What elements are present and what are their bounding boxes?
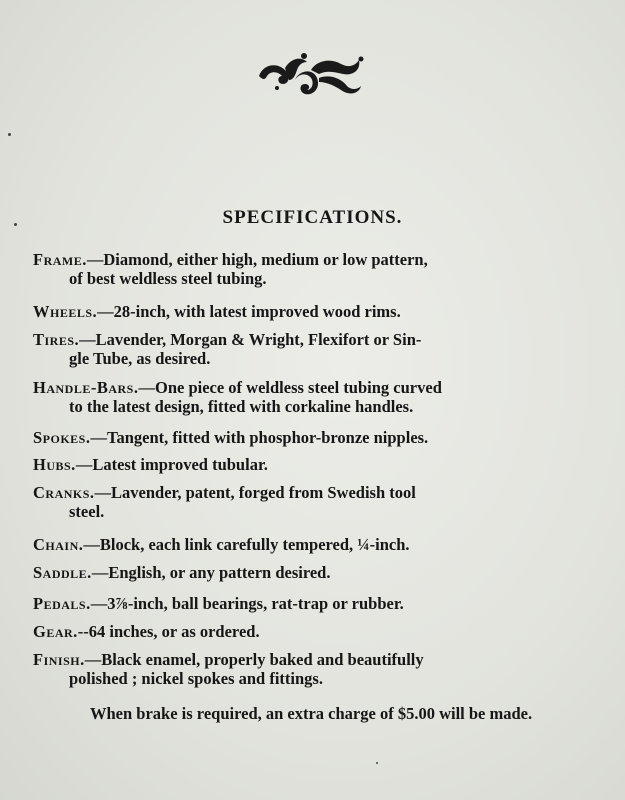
spec-term: Saddle. <box>33 563 92 582</box>
spec-description: —Latest improved tubular. <box>75 455 268 474</box>
spec-description: --64 inches, or as ordered. <box>77 622 260 641</box>
brake-note: When brake is required, an extra charge of $5.00 will be made. <box>90 704 533 723</box>
floral-ornament-icon <box>255 50 367 98</box>
page-title: SPECIFICATIONS. <box>222 207 403 228</box>
spec-continuation: steel. <box>69 502 105 521</box>
spec-term: Cranks. <box>33 483 95 502</box>
page-speck <box>376 762 378 764</box>
spec-entry <box>33 378 608 416</box>
spec-description: —English, or any pattern desired. <box>91 563 331 582</box>
spec-term: Pedals. <box>33 594 91 613</box>
spec-description: —Tangent, fitted with phosphor-bronze nipples. <box>90 428 429 447</box>
spec-entry <box>33 622 608 641</box>
spec-description: —Lavender, patent, forged from Swedish tool <box>94 483 416 502</box>
spec-continuation: polished ; nickel spokes and fittings. <box>69 669 323 688</box>
spec-entry <box>33 594 608 613</box>
page-speck <box>8 133 11 136</box>
spec-entry <box>33 650 608 688</box>
spec-entry <box>33 302 608 321</box>
spec-description: —Block, each link carefully tempered, ¼-inch. <box>83 535 410 554</box>
spec-term: Hubs. <box>33 455 76 474</box>
spec-description: —3⅞-inch, ball bearings, rat-trap or rubber. <box>90 594 404 613</box>
spec-continuation: gle Tube, as desired. <box>69 349 211 368</box>
spec-description: —One piece of weldless steel tubing curved <box>138 378 442 397</box>
spec-entry <box>33 535 608 554</box>
spec-term: Spokes. <box>33 428 91 447</box>
spec-entry <box>33 250 608 288</box>
spec-term: Chain. <box>33 535 84 554</box>
spec-description: —28-inch, with latest improved wood rims. <box>97 302 401 321</box>
spec-term: Frame. <box>33 250 87 269</box>
spec-description: —Black enamel, properly baked and beautifully <box>84 650 424 669</box>
spec-entry <box>33 428 608 447</box>
spec-description: —Lavender, Morgan & Wright, Flexifort or Sin- <box>79 330 422 349</box>
spec-term: Handle-Bars. <box>33 378 139 397</box>
spec-term: Gear. <box>33 622 78 641</box>
spec-term: Finish. <box>33 650 85 669</box>
spec-description: —Diamond, either high, medium or low pattern, <box>86 250 428 269</box>
spec-entry <box>33 455 608 474</box>
spec-term: Tires. <box>33 330 80 349</box>
spec-continuation: of best weldless steel tubing. <box>69 269 267 288</box>
spec-entry <box>33 483 608 521</box>
spec-term: Wheels. <box>33 302 98 321</box>
spec-continuation: to the latest design, fitted with corkaline handles. <box>69 397 414 416</box>
spec-entry <box>33 563 608 582</box>
spec-entry <box>33 330 608 368</box>
